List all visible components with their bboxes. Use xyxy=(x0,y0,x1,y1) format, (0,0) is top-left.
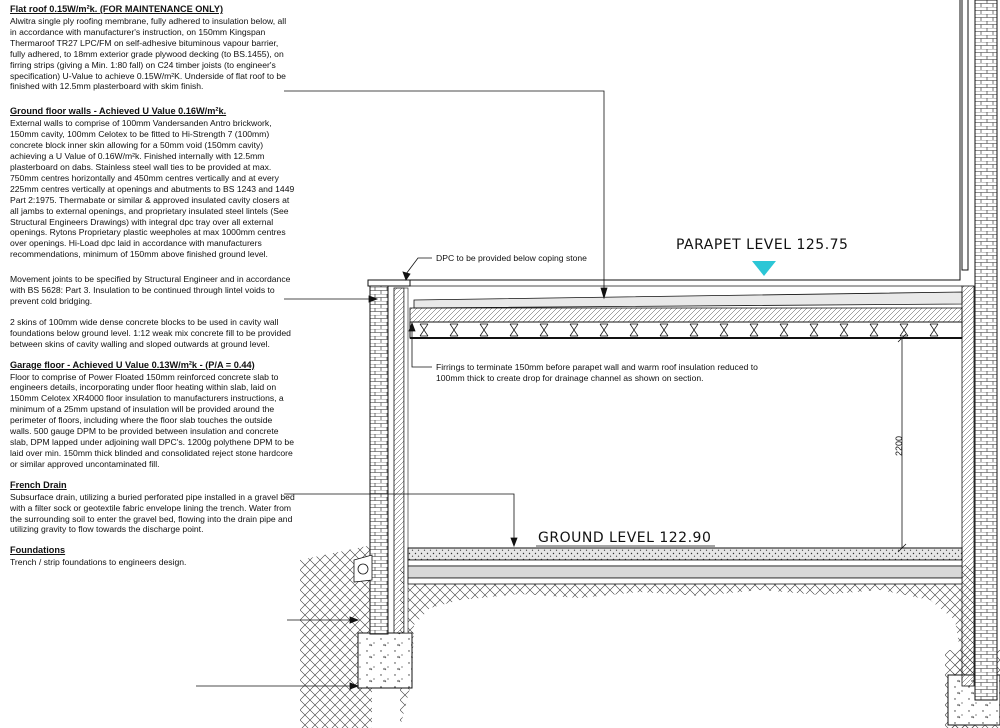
specification-notes xyxy=(10,4,295,578)
ground-level-label: GROUND LEVEL 122.90 xyxy=(538,530,712,546)
note-ground-floor-walls-title: Ground floor walls - Achieved U Value 0.16W/m²k. xyxy=(10,106,227,117)
note-cavity-wall xyxy=(10,317,295,350)
note-movement-joints xyxy=(10,274,295,307)
note-garage-floor-body: Floor to comprise of Power Floated 150mm reinforced concrete slab to engineers details, incorporating under floor heating within slab, laid on 150mm Celotex XR4000 floor insulation to manufacturers instructions, a minimum of a 25mm upstand of insulation will be provided around the perimeter of floors, including where the floor slab touches the outside walls. 500 gauge DPM to be provided between insulation and concrete slab, DPM lapped under adjoining wall DPC's. 1200g polythene DPM to be laid over min. 150mm thick blinded and consolidated reject stone hardcore or similar approved uncontaminated fill. xyxy=(10,371,294,469)
note-garage-floor-title: Garage floor - Achieved U Value 0.13W/m²k - (P/A = 0.44) xyxy=(10,359,255,370)
parapet-level-marker xyxy=(752,261,776,276)
parapet-level-label: PARAPET LEVEL 125.75 xyxy=(676,237,849,253)
note-foundations-title: Foundations xyxy=(10,545,66,556)
note-ground-floor-walls xyxy=(10,106,295,260)
note-french-drain xyxy=(10,480,295,536)
note-flat-roof-title: Flat roof 0.15W/m²k. (FOR MAINTENANCE ONLY) xyxy=(10,4,224,14)
left-cavity-wall xyxy=(368,280,410,634)
right-wall xyxy=(962,0,997,700)
note-cavity-wall-body: 2 skins of 100mm wide dense concrete blocks to be used in cavity wall foundations below ground level. 1:12 weak mix concrete fill to be provided between skins of cavity walling and sloped outwards at ground level. xyxy=(10,316,291,349)
note-foundations-body: Trench / strip foundations to engineers design. xyxy=(10,557,187,568)
note-ground-floor-walls-body: External walls to comprise of 100mm Vandersanden Antro brickwork, 150mm cavity, 100mm Celotex to be fitted to Hi-Strength 7 (100mm) concrete block inner skin allowing for a 50mm void (150mm cavity) achieving a U Value of 0.16W/m²k. Finished internally with 12.5mm plasterboard on dabs. Stainless steel wall ties to be provided at max. 750mm centres horizontally and 450mm centres vertically and at every 225mm centres vertically at openings and abutments to BS 1243 and 1449 Part 2:1975. Thermabate or similar & approved insulated cavity closers at all jambs to external openings, and proprietary insulated steel lintels (See Structural Engineers Drawings) with integral dpc tray over all external openings. Rytons Proprietary plastic weepholes at max 1000mm centres over openings. Hi-Load dpc laid in accordance with manufacturers recommendations, minimum of 150mm above finished ground level. xyxy=(10,118,295,260)
note-movement-joints-body: Movement joints to be specified by Structural Engineer and in accordance with BS 5628: Part 3. Insulation to be continued through lintel voids to prevent cold bridging. xyxy=(10,274,291,306)
note-french-drain-body: Subsurface drain, utilizing a buried perforated pipe installed in a gravel bed with a filter sock or geotextile fabric envelope lining the trench. Water from the surrounding soil to enter the gravel bed, flowing into the drain pipe and utilizing gravity to flow towards the discharge point. xyxy=(10,491,295,535)
garage-floor-slab xyxy=(408,548,962,584)
flat-roof xyxy=(410,292,962,338)
note-flat-roof-body: Alwitra single ply roofing membrane, fully adhered to insulation below, all in accordance with manufacturer's instruction, on 150mm Kingspan Thermaroof TR27 LPC/FM on self-adhesive bituminous vapour barrier, fully adhered, to 18mm exterior grade plywood decking (to BS.1455), on firring strips (giving a Min. 1:80 fall) on C24 timber joists (to engineer's specification) U-Value to achieve 0.15W/m²K. Underside of flat roof to be finished with 12.5mm plasterboard with skim finish. xyxy=(10,16,287,92)
height-dimension-label: 2200 xyxy=(894,435,904,456)
callout-firrings: Firrings to terminate 150mm before parapet wall and warm roof insulation reduced to 100mm thick to create drop for drainage channel as shown on section. xyxy=(436,362,758,383)
note-french-drain-title: French Drain xyxy=(10,479,67,490)
french-drain-pipe xyxy=(354,555,372,582)
note-garage-floor xyxy=(10,360,295,470)
callout-dpc: DPC to be provided below coping stone xyxy=(436,253,587,263)
left-foundation xyxy=(358,633,412,688)
note-flat-roof xyxy=(10,4,295,92)
note-foundations xyxy=(10,545,295,568)
